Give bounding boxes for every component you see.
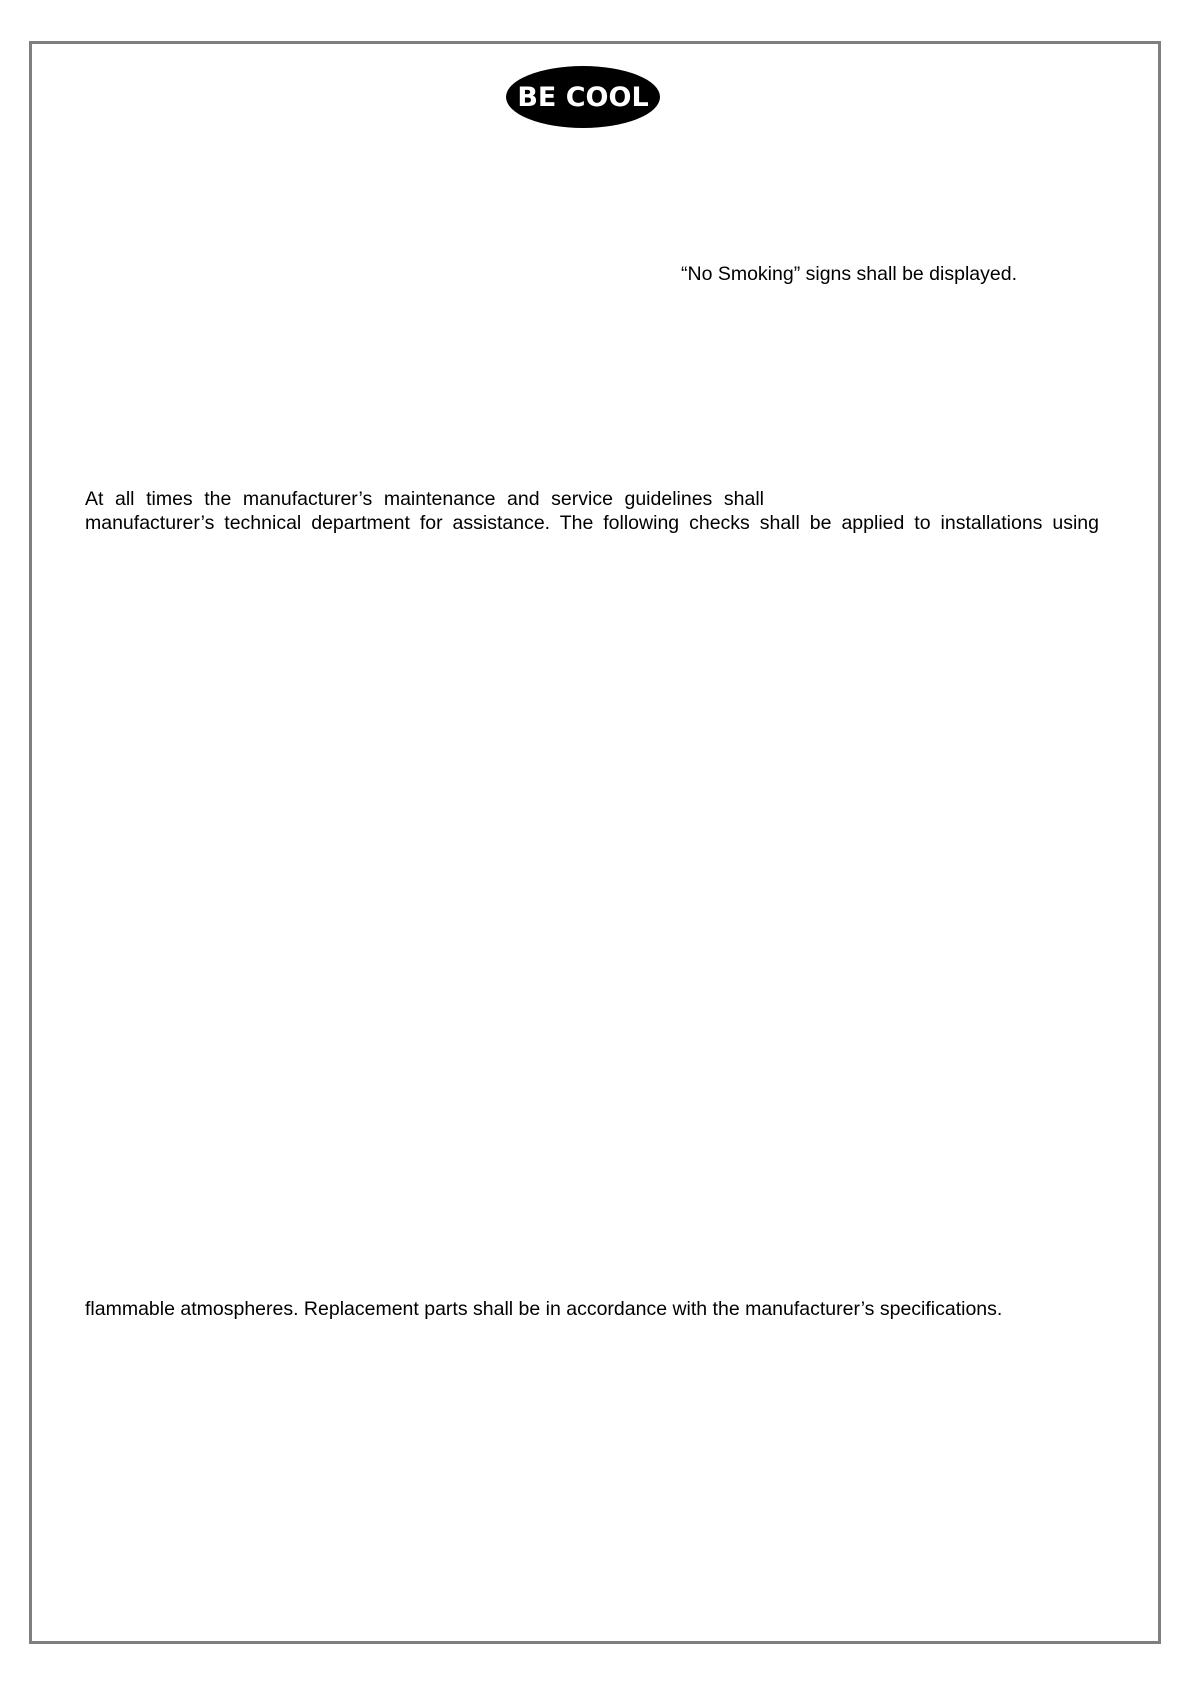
replacement-parts-text: flammable atmospheres. Replacement parts shall be in accordance with the manufacturer’s specifications. [85, 1298, 1003, 1320]
maintenance-text-line-1: At all times the manufacturer’s maintenance and service guidelines shall [85, 488, 764, 510]
no-smoking-text: “No Smoking” signs shall be displayed. [681, 263, 1017, 285]
be-cool-logo [506, 66, 660, 128]
logo-text: BE COOL [517, 81, 649, 113]
maintenance-text-line-2: manufacturer’s technical department for assistance. The following checks shall be applied to installations using [85, 512, 1099, 534]
